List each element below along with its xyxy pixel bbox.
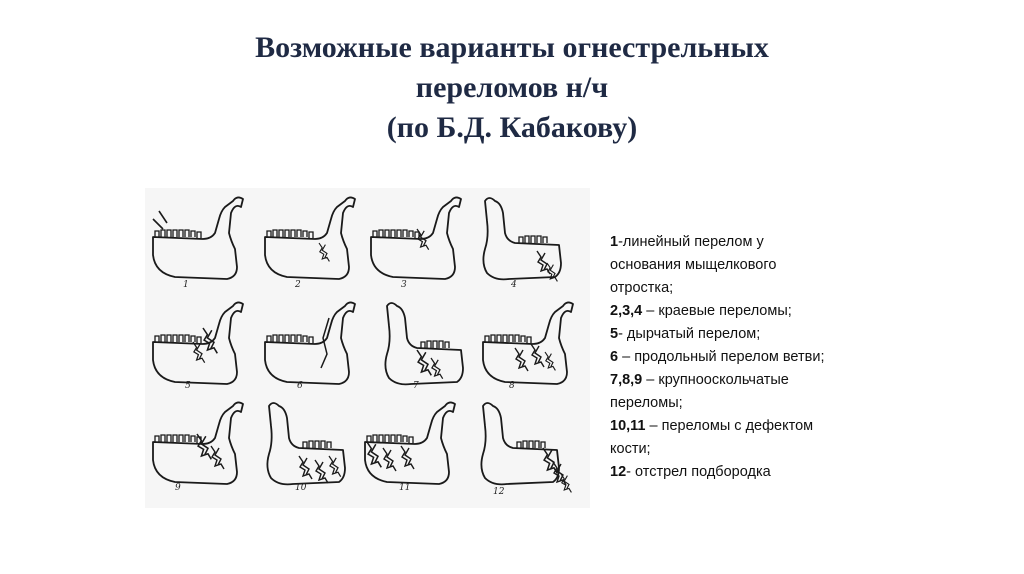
slide-title [0,28,1024,148]
legend-item-4 [610,346,910,369]
jaw-drawing-5 [153,302,243,384]
legend-num-6: 10,11 [610,418,646,434]
legend-text-2: – краевые переломы; [642,303,792,319]
jaw-drawing-1 [153,197,243,279]
jaw-drawing-2 [265,197,355,279]
jaw-drawing-3 [371,197,461,279]
jaw-drawing-10 [267,403,345,484]
legend-item-6 [610,415,910,438]
legend-cont-6a: кости; [610,441,651,457]
jaw-drawing-8 [483,302,573,384]
legend-cont-1b: отростка; [610,280,674,296]
jaw-drawing-11 [365,402,455,484]
figure-label-4: 4 [511,280,517,290]
figure-label-5: 5 [185,381,191,391]
mandible-fracture-diagram [145,188,590,508]
legend-text-7: - отстрел подбородка [626,464,771,480]
jaw-drawing-12 [481,403,571,492]
title-line-1: Возможные варианты огнестрельных [255,31,769,64]
figure-label-10: 10 [295,483,307,493]
legend-num-3: 5 [610,326,619,342]
jaw-drawing-6 [265,302,355,384]
jaw-drawing-7 [385,303,463,384]
legend-item-2 [610,300,910,323]
figure-label-2: 2 [295,280,301,290]
legend-cont-1a: основания мыщелкового [610,257,777,273]
figure-label-8: 8 [509,381,515,391]
legend-text-6: – переломы с дефектом [645,418,814,434]
title-line-3: (по Б.Д. Кабакову) [386,111,638,144]
legend-text-4: – продольный перелом ветви; [618,349,825,365]
legend-num-2: 2,3,4 [610,303,643,319]
legend-text-1: -линейный перелом у [618,234,764,250]
figure-label-3: 3 [401,280,407,290]
legend-item-3 [610,323,910,346]
figure-label-6: 6 [297,381,303,391]
figure-label-1: 1 [183,280,189,290]
legend-num-4: 6 [610,349,619,365]
legend-item-1 [610,231,910,254]
title-line-2: переломов н/ч [415,71,609,104]
legend-num-1: 1 [610,234,619,250]
legend-cont-5a: переломы; [610,395,683,411]
fracture-drawings [145,188,590,508]
figure-label-7: 7 [413,381,419,391]
legend-item-7 [610,461,910,484]
figure-label-11: 11 [399,483,411,493]
legend-num-5: 7,8,9 [610,372,643,388]
legend-item-5 [610,369,910,392]
legend-text-5: – крупнооскольчатые [642,372,789,388]
figure-label-9: 9 [175,483,181,493]
jaw-drawing-9 [153,402,243,484]
legend [610,231,910,484]
figure-label-12: 12 [493,487,505,497]
legend-num-7: 12 [610,464,627,480]
legend-text-3: - дырчатый перелом; [618,326,761,342]
jaw-drawing-4 [483,198,561,281]
